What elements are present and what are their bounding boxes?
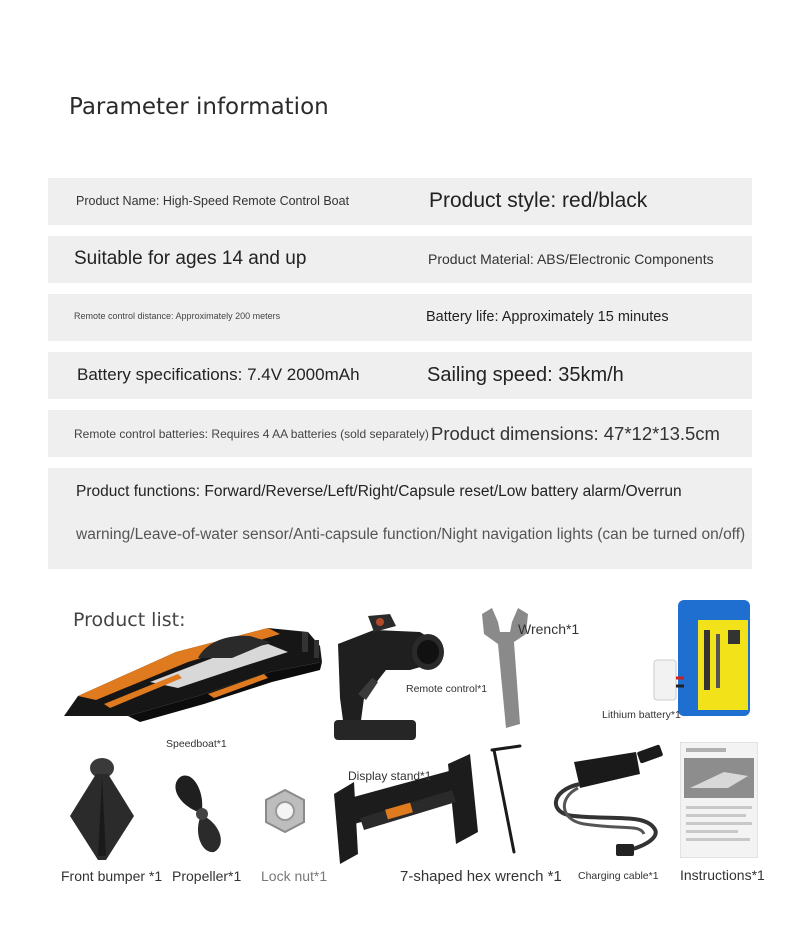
caption-hex-wrench: 7-shaped hex wrench *1 <box>400 868 562 885</box>
caption-speedboat: Speedboat*1 <box>166 738 227 750</box>
param-sailing-speed: Sailing speed: 35km/h <box>427 364 624 386</box>
param-remote-batteries: Remote control batteries: Requires 4 AA batteries (sold separately) <box>74 427 429 441</box>
instructions-image <box>680 742 758 858</box>
caption-lock-nut: Lock nut*1 <box>261 868 328 884</box>
param-row-3 <box>48 294 752 341</box>
lock-nut-image <box>262 788 308 834</box>
param-product-style: Product style: red/black <box>429 189 648 212</box>
caption-instructions: Instructions*1 <box>680 867 765 883</box>
speedboat-image <box>58 612 330 732</box>
caption-lithium-battery: Lithium battery*1 <box>602 709 681 721</box>
page-title: Parameter information <box>69 94 329 120</box>
param-row-4 <box>48 352 752 399</box>
propeller-image <box>164 772 242 854</box>
caption-remote-control: Remote control*1 <box>406 683 488 695</box>
front-bumper-image <box>66 756 138 864</box>
param-remote-distance: Remote control distance: Approximately 200 meters <box>74 311 281 321</box>
caption-wrench: Wrench*1 <box>518 621 580 637</box>
param-functions-line-1: Product functions: Forward/Reverse/Left/Right/Capsule reset/Low battery alarm/Overrun <box>76 483 682 500</box>
caption-charging-cable: Charging cable*1 <box>578 870 659 882</box>
caption-front-bumper: Front bumper *1 <box>61 868 163 884</box>
remote-control-image <box>330 608 446 748</box>
param-age: Suitable for ages 14 and up <box>74 248 307 269</box>
param-functions-line-2: warning/Leave-of-water sensor/Anti-capsule function/Night navigation lights (can be turned on/off) <box>76 526 746 543</box>
param-row-functions <box>48 468 752 569</box>
param-row-5 <box>48 410 752 457</box>
param-product-name: Product Name: High-Speed Remote Control Boat <box>76 194 350 208</box>
caption-propeller: Propeller*1 <box>172 868 242 884</box>
charging-cable-image <box>544 744 668 860</box>
product-list-label: Product list: <box>73 609 186 631</box>
param-material: Product Material: ABS/Electronic Components <box>428 251 714 267</box>
hex-wrench-image <box>488 742 528 858</box>
param-row-2 <box>48 236 752 283</box>
param-row-1 <box>48 178 752 225</box>
param-battery-life: Battery life: Approximately 15 minutes <box>426 309 669 325</box>
lithium-battery-image <box>650 600 754 720</box>
param-battery-spec: Battery specifications: 7.4V 2000mAh <box>77 365 360 384</box>
caption-display-stand: Display stand*1 <box>348 769 432 783</box>
param-dimensions: Product dimensions: 47*12*13.5cm <box>431 423 720 444</box>
